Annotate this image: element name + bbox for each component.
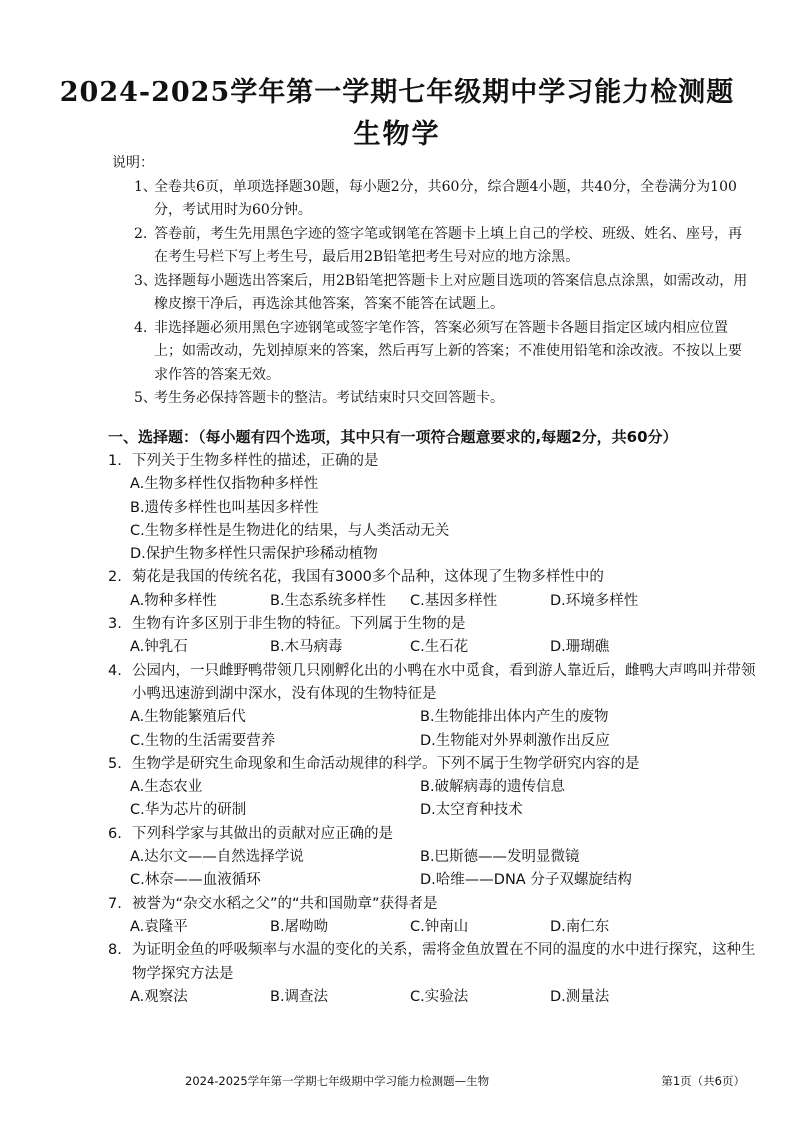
option: B.巴斯德——发明显微镜: [420, 849, 580, 866]
question-number: 5.: [108, 755, 122, 772]
question-stem: [108, 450, 758, 473]
question-1: [108, 450, 758, 566]
option-row: [108, 916, 758, 939]
option: D.珊瑚礁: [550, 639, 610, 656]
option-row: [108, 799, 758, 822]
option-row: [108, 590, 758, 613]
option: A.生态农业: [130, 779, 203, 796]
question-7: [108, 893, 758, 940]
instruction-item: [112, 317, 752, 388]
option: B.破解病毒的遗传信息: [420, 779, 566, 796]
option: C.林奈——血液循环: [130, 872, 261, 889]
question-stem: [108, 660, 758, 707]
instruction-item: [112, 176, 752, 223]
option-row: [108, 986, 758, 1009]
question-number: 2.: [108, 569, 122, 586]
question-text: 生物学是研究生命现象和生命活动规律的科学。下列不属于生物学研究内容的是: [132, 755, 640, 772]
question-5: [108, 753, 758, 823]
option: A.钟乳石: [130, 639, 188, 656]
exam-subject: 生物学: [353, 119, 441, 150]
option: A.达尔文——自然选择学说: [130, 849, 304, 866]
option: D.南仁东: [550, 918, 610, 935]
page-number: 第1页（共6页）: [661, 1074, 745, 1088]
option: B.调查法: [270, 988, 329, 1005]
option-row: [108, 636, 758, 659]
option: A.生物多样性仅指物种多样性: [130, 476, 319, 493]
instruction-text: 考生务必保持答题卡的整洁。考试结束时只交回答题卡。: [154, 390, 504, 406]
footer-exam-name: 2024-2025学年第一学期七年级期中学习能力检测题—生物: [185, 1074, 490, 1088]
question-text: 为证明金鱼的呼吸频率与水温的变化的关系，需将金鱼放置在不同的温度的水中进行探究，这种生物学探究方法是: [132, 942, 756, 982]
option-row: [108, 706, 758, 729]
question-2: [108, 566, 758, 613]
option: A.物种多样性: [130, 592, 217, 609]
option-row: [108, 776, 758, 799]
question-text: 生物有许多区别于非生物的特征。下列属于生物的是: [132, 616, 466, 633]
option: A.袁隆平: [130, 918, 188, 935]
question-text: 下列科学家与其做出的贡献对应正确的是: [132, 825, 393, 842]
option: B.生物能排出体内产生的废物: [420, 709, 609, 726]
instructions-heading: 说明：: [112, 155, 154, 171]
question-number: 6.: [108, 825, 122, 842]
question-text: 公园内，一只雌野鸭带领几只刚孵化出的小鸭在水中觅食，看到游人靠近后，雌鸭大声鸣叫并带领小鸭迅速游到湖中深水，没有体现的生物特征是: [132, 662, 756, 702]
option-row: [108, 730, 758, 753]
question-stem: [108, 893, 758, 916]
option: C.生石花: [410, 639, 469, 656]
instructions: [112, 152, 752, 411]
instruction-number: 2.: [134, 225, 148, 242]
option: B.屠呦呦: [270, 918, 329, 935]
option: C.实验法: [410, 988, 469, 1005]
question-stem: [108, 613, 758, 636]
question-text: 菊花是我国的传统名花，我国有3000多个品种，这体现了生物多样性中的: [132, 569, 604, 586]
question-number: 7.: [108, 895, 122, 912]
option: D.环境多样性: [550, 592, 639, 609]
option-row: [108, 869, 758, 892]
option: B.生态系统多样性: [270, 592, 387, 609]
question-text: 下列关于生物多样性的描述，正确的是: [132, 453, 379, 469]
question-4: [108, 660, 758, 753]
option: B.木马病毒: [270, 639, 343, 656]
option: C.生物的生活需要营养: [130, 732, 276, 749]
option: D.保护生物多样性只需保护珍稀动植物: [130, 546, 378, 563]
instruction-number: 5、: [134, 390, 157, 406]
option-row: [108, 846, 758, 869]
option: A.生物能繁殖后代: [130, 709, 246, 726]
instruction-text: 全卷共6页，单项选择题30题，每小题2分，共60分，综合题4小题，共40分，全卷满分为100分，考试用时为60分钟。: [154, 178, 737, 218]
question-number: 1.: [108, 453, 122, 469]
question-8: [108, 939, 758, 1009]
question-number: 4.: [108, 662, 122, 679]
question-list: [108, 450, 758, 1009]
option: D.生物能对外界刺激作出反应: [420, 732, 610, 749]
option: C.钟南山: [410, 918, 469, 935]
question-text: 被誉为“杂交水稻之父”的“共和国勋章”获得者是: [132, 895, 438, 912]
question-stem: [108, 823, 758, 846]
instruction-item: [112, 223, 752, 270]
option: C.基因多样性: [410, 592, 498, 609]
instruction-number: 1、: [134, 178, 157, 195]
section-heading: 一、选择题：（每小题有四个选项，其中只有一项符合题意要求的,每题2分，共60分）: [108, 428, 678, 446]
question-number: 8.: [108, 942, 122, 959]
option: C.生物多样性是生物进化的结果，与人类活动无关: [130, 522, 450, 539]
question-stem: [108, 939, 758, 986]
instruction-text: 非选择题必须用黑色字迹钢笔或签字笔作答，答案必须写在答题卡各题目指定区域内相应位置上；如需改动，先划掉原来的答案，然后再写上新的答案；不准使用铅笔和涂改液。不按以上要求作答的答案无效。: [154, 319, 742, 383]
instruction-number: 4.: [134, 319, 148, 336]
instruction-text: 选择题每小题选出答案后，用2B铅笔把答题卡上对应题目选项的答案信息点涂黑，如需改动，用橡皮擦干净后，再选涂其他答案，答案不能答在试题上。: [154, 272, 748, 312]
exam-title: 2024-2025学年第一学期七年级期中学习能力检测题: [59, 77, 735, 108]
option: D.哈维——DNA 分子双螺旋结构: [420, 872, 632, 889]
instruction-item: [112, 270, 752, 317]
instruction-text: 答卷前，考生先用黑色字迹的签字笔或钢笔在答题卡上填上自己的学校、班级、姓名、座号，再在考生号栏下写上考生号，最后用2B铅笔把考生号对应的地方涂黑。: [154, 225, 742, 265]
option: A.观察法: [130, 988, 188, 1005]
instruction-number: 3、: [134, 272, 157, 289]
question-6: [108, 823, 758, 893]
option: C.华为芯片的研制: [130, 802, 247, 819]
option: D.测量法: [550, 988, 610, 1005]
option: D.太空育种技术: [420, 802, 523, 819]
page-footer: [185, 1073, 745, 1089]
option: B.遗传多样性也叫基因多样性: [130, 499, 319, 516]
question-3: [108, 613, 758, 660]
question-number: 3.: [108, 616, 122, 633]
question-stem: [108, 753, 758, 776]
instruction-item: [112, 387, 752, 411]
question-stem: [108, 566, 758, 589]
